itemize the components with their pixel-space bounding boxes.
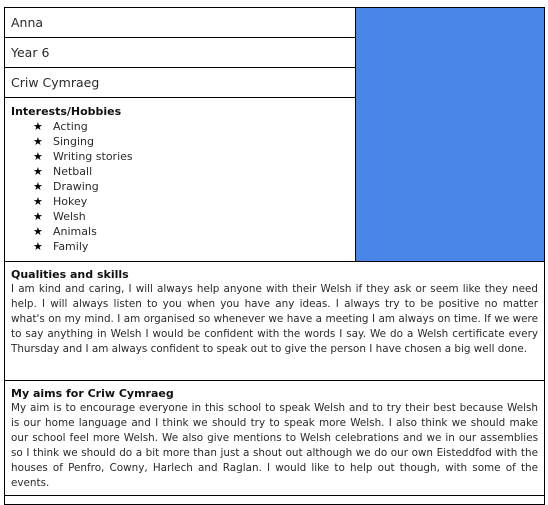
hobby-item: [33, 194, 349, 209]
qualities-heading: Qualities and skills: [11, 268, 129, 281]
hobby-label: Hokey: [53, 195, 88, 208]
star-icon: ★: [33, 210, 43, 223]
interests-cell: [5, 98, 356, 262]
hobby-label: Animals: [53, 225, 97, 238]
hobby-label: Writing stories: [53, 150, 133, 163]
hobby-item: [33, 179, 349, 194]
star-icon: ★: [33, 120, 43, 133]
hobby-label: Family: [53, 240, 89, 253]
name-cell: [5, 8, 356, 38]
star-icon: ★: [33, 225, 43, 238]
qualities-row: [5, 262, 545, 381]
interests-heading: Interests/Hobbies: [11, 105, 122, 118]
hobby-label: Netball: [53, 165, 93, 178]
aims-heading: My aims for Criw Cymraeg: [11, 387, 174, 400]
name-text: Anna: [11, 15, 44, 30]
name-row: [5, 8, 545, 38]
hobby-item: [33, 149, 349, 164]
aims-cell: [5, 381, 545, 496]
profile-table: [4, 7, 545, 505]
empty-cell: [5, 496, 545, 505]
year-text: Year 6: [11, 45, 50, 60]
star-icon: ★: [33, 240, 43, 253]
qualities-cell: [5, 262, 545, 381]
aims-row: [5, 381, 545, 496]
profile-page: [4, 7, 544, 503]
qualities-text: I am kind and caring, I will always help anyone with their Welsh if they ask or seem like they need help. I will always listen to you when you have any ideas. I always try to be positive no matter what's on my mind. I am organised so whenever we have a meeting I am always on time. If we were to say anything in Welsh I would be confident with the words I say. We do a Welsh certificate every Thursday and I am always confident to speak out to give the person I have chosen a big well done.: [11, 283, 538, 355]
empty-row: [5, 496, 545, 505]
hobby-item: [33, 119, 349, 134]
hobby-item: [33, 164, 349, 179]
photo-placeholder: [356, 8, 545, 262]
hobby-item: [33, 239, 349, 254]
star-icon: ★: [33, 150, 43, 163]
year-cell: [5, 38, 356, 68]
star-icon: ★: [33, 180, 43, 193]
star-icon: ★: [33, 135, 43, 148]
hobby-label: Singing: [53, 135, 95, 148]
hobby-label: Acting: [53, 120, 88, 133]
hobby-label: Drawing: [53, 180, 99, 193]
group-text: Criw Cymraeg: [11, 75, 100, 90]
hobby-list: [11, 119, 349, 254]
hobby-item: [33, 209, 349, 224]
star-icon: ★: [33, 165, 43, 178]
hobby-item: [33, 134, 349, 149]
aims-text: My aim is to encourage everyone in this school to speak Welsh and to try their best because Welsh is our home language and I think we should try to speak more Welsh. I also think we should make our school feel more Welsh. We also give mentions to Welsh celebrations and we in our assemblies so I think we should do a bit more than just a shout out although we do our own Eisteddfod with the houses of Penfro, Cowny, Harlech and Raglan. I would like to help out though, with some of the events.: [11, 402, 538, 489]
star-icon: ★: [33, 195, 43, 208]
group-cell: [5, 68, 356, 98]
hobby-item: [33, 224, 349, 239]
hobby-label: Welsh: [53, 210, 86, 223]
